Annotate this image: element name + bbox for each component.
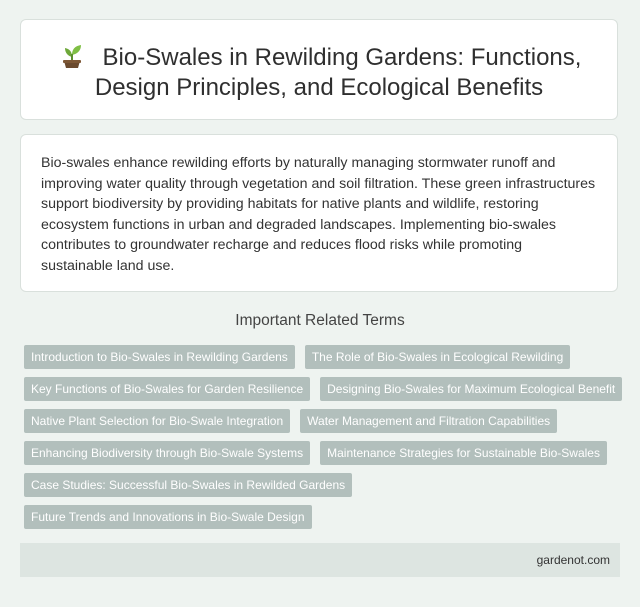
term-tag[interactable]: Designing Bio-Swales for Maximum Ecological Benefit [320,377,622,401]
term-tag[interactable]: Enhancing Biodiversity through Bio-Swale Systems [24,441,310,465]
related-terms-list [24,345,624,537]
term-tag[interactable]: Native Plant Selection for Bio-Swale Integration [24,409,290,433]
term-tag[interactable]: Key Functions of Bio-Swales for Garden Resilience [24,377,310,401]
term-tag[interactable]: Future Trends and Innovations in Bio-Swale Design [24,505,312,529]
seedling-icon [57,43,87,69]
related-terms-heading: Important Related Terms [235,312,405,329]
term-tag[interactable]: Water Management and Filtration Capabilities [300,409,557,433]
term-tag[interactable]: The Role of Bio-Swales in Ecological Rewilding [305,345,570,369]
footer-site-link[interactable]: gardenot.com [536,553,610,567]
term-tag[interactable]: Maintenance Strategies for Sustainable Bio-Swales [320,441,607,465]
title-card [20,19,618,120]
term-tag[interactable]: Case Studies: Successful Bio-Swales in Rewilded Gardens [24,473,352,497]
intro-card [20,134,618,292]
title-text: Bio-Swales in Rewilding Gardens: Functions, Design Principles, and Ecological Benefits [94,44,582,101]
page-title [21,43,617,103]
footer [20,543,620,577]
term-tag[interactable]: Introduction to Bio-Swales in Rewilding Gardens [24,345,295,369]
intro-paragraph: Bio-swales enhance rewilding efforts by naturally managing stormwater runoff and improving water quality through vegetation and soil filtration. These green infrastructures support biodiversity by providing habitats for native plants and wildlife, restoring ecosystem functions in urban and degraded landscapes. Implementing bio-swales contributes to groundwater recharge and reduces flood risks while promoting sustainable land use. [41,155,596,274]
